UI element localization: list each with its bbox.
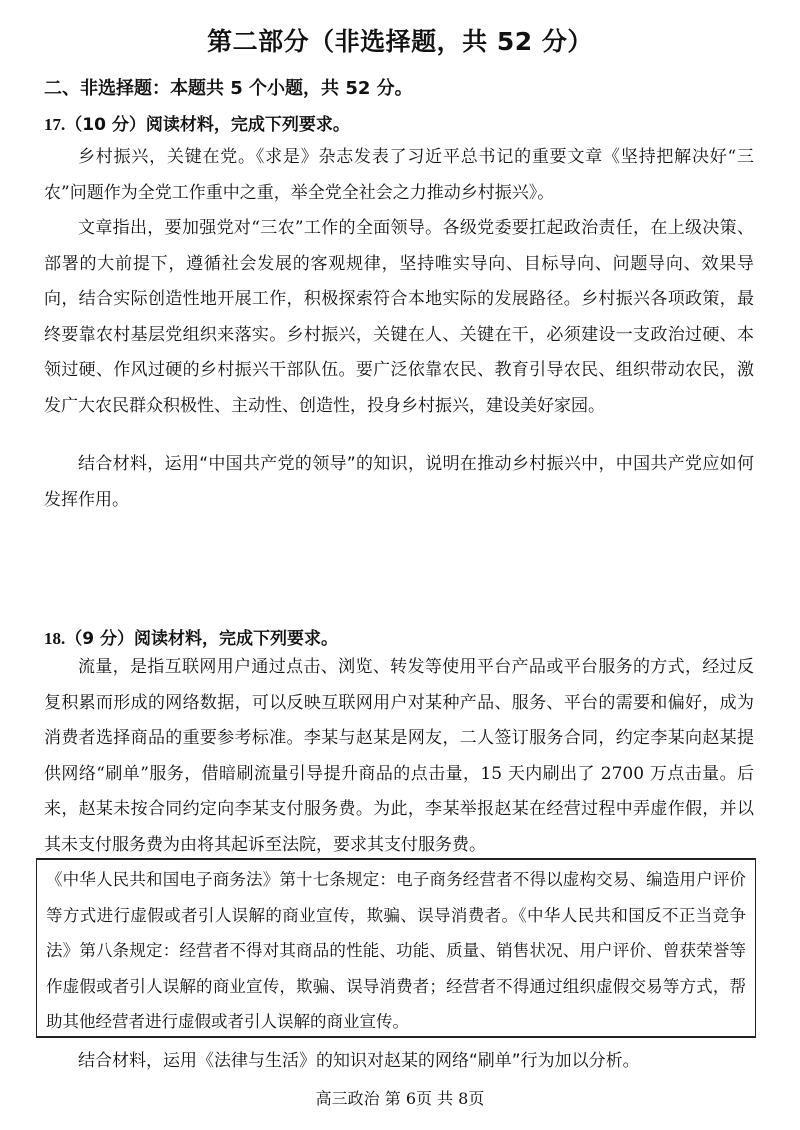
question-17-paragraph-1: 乡村振兴，关键在党。《求是》杂志发表了习近平总书记的重要文章《坚持把解决好“三农”问题作为全党工作重中之重，举全党全社会之力推动乡村振兴》。 (44, 147, 754, 203)
section-heading: 二、非选择题：本题共 5 个小题，共 52 分。 (44, 78, 413, 99)
page-footer: 高三政治 第 6页 共 8页 (315, 1089, 485, 1108)
question-18-number: 18. (44, 629, 66, 648)
law-excerpt-text: 《中华人民共和国电子商务法》第十七条规定：电子商务经营者不得以虚构交易、编造用户评价等方式进行虚假或者引人误解的商业宣传，欺骗、误导消费者。《中华人民共和国反不正当竞争法》第八条规定：经营者不得对其商品的性能、功能、质量、销售状况、用户评价、曾获荣誉等作虚假或者引人误解的商业宣传，欺骗、误导消费者；经营者不得通过组织虚假交易等方式，帮助其他经营者进行虚假或者引人误解的商业宣传。 (46, 870, 746, 1031)
question-17-paragraph-2: 文章指出，要加强党对“三农”工作的全面领导。各级党委要扛起政治责任，在上级决策、部署的大前提下，遵循社会发展的客观规律，坚持唯实导向、目标导向、问题导向、效果导向，结合实际创造性地开展工作，积极探索符合本地实际的发展路径。乡村振兴各项政策，最终要靠农村基层党组织来落实。乡村振兴，关键在人、关键在干，必须建设一支政治过硬、本领过硬、作风过硬的乡村振兴干部队伍。要广泛依靠农民、教育引导农民、组织带动农民，激发广大农民群众积极性、主动性、创造性，投身乡村振兴，建设美好家园。 (44, 218, 754, 416)
question-17-heading (44, 110, 350, 135)
question-18-heading (44, 624, 338, 649)
question-17-prompt: 结合材料，运用“中国共产党的领导”的知识，说明在推动乡村振兴中，中国共产党应如何发挥作用。 (44, 454, 754, 510)
question-18-prompt: 结合材料，运用《法律与生活》的知识对赵某的网络“刷单”行为加以分析。 (78, 1051, 640, 1071)
question-17-instruction: （10 分）阅读材料，完成下列要求。 (65, 115, 350, 135)
question-17-number: 17. (44, 115, 66, 134)
question-18-paragraph: 流量，是指互联网用户通过点击、浏览、转发等使用平台产品或平台服务的方式，经过反复积累而形成的网络数据，可以反映互联网用户对某种产品、服务、平台的需要和偏好，成为消费者选择商品的重要参考标准。李某与赵某是网友，二人签订服务合同，约定李某向赵某提供网络“刷单”服务，借暗刷流量引导提升商品的点击量，15 天内刷出了 2700 万点击量。后来，赵某未按合同约定向李某支付服务费。为此，李某举报赵某在经营过程中弄虚作假，并以其未支付服务费为由将其起诉至法院，要求其支付服务费。 (44, 657, 754, 855)
question-18-instruction: （9 分）阅读材料，完成下列要求。 (65, 629, 338, 649)
part-title: 第二部分（非选择题，共 52 分） (207, 27, 593, 56)
